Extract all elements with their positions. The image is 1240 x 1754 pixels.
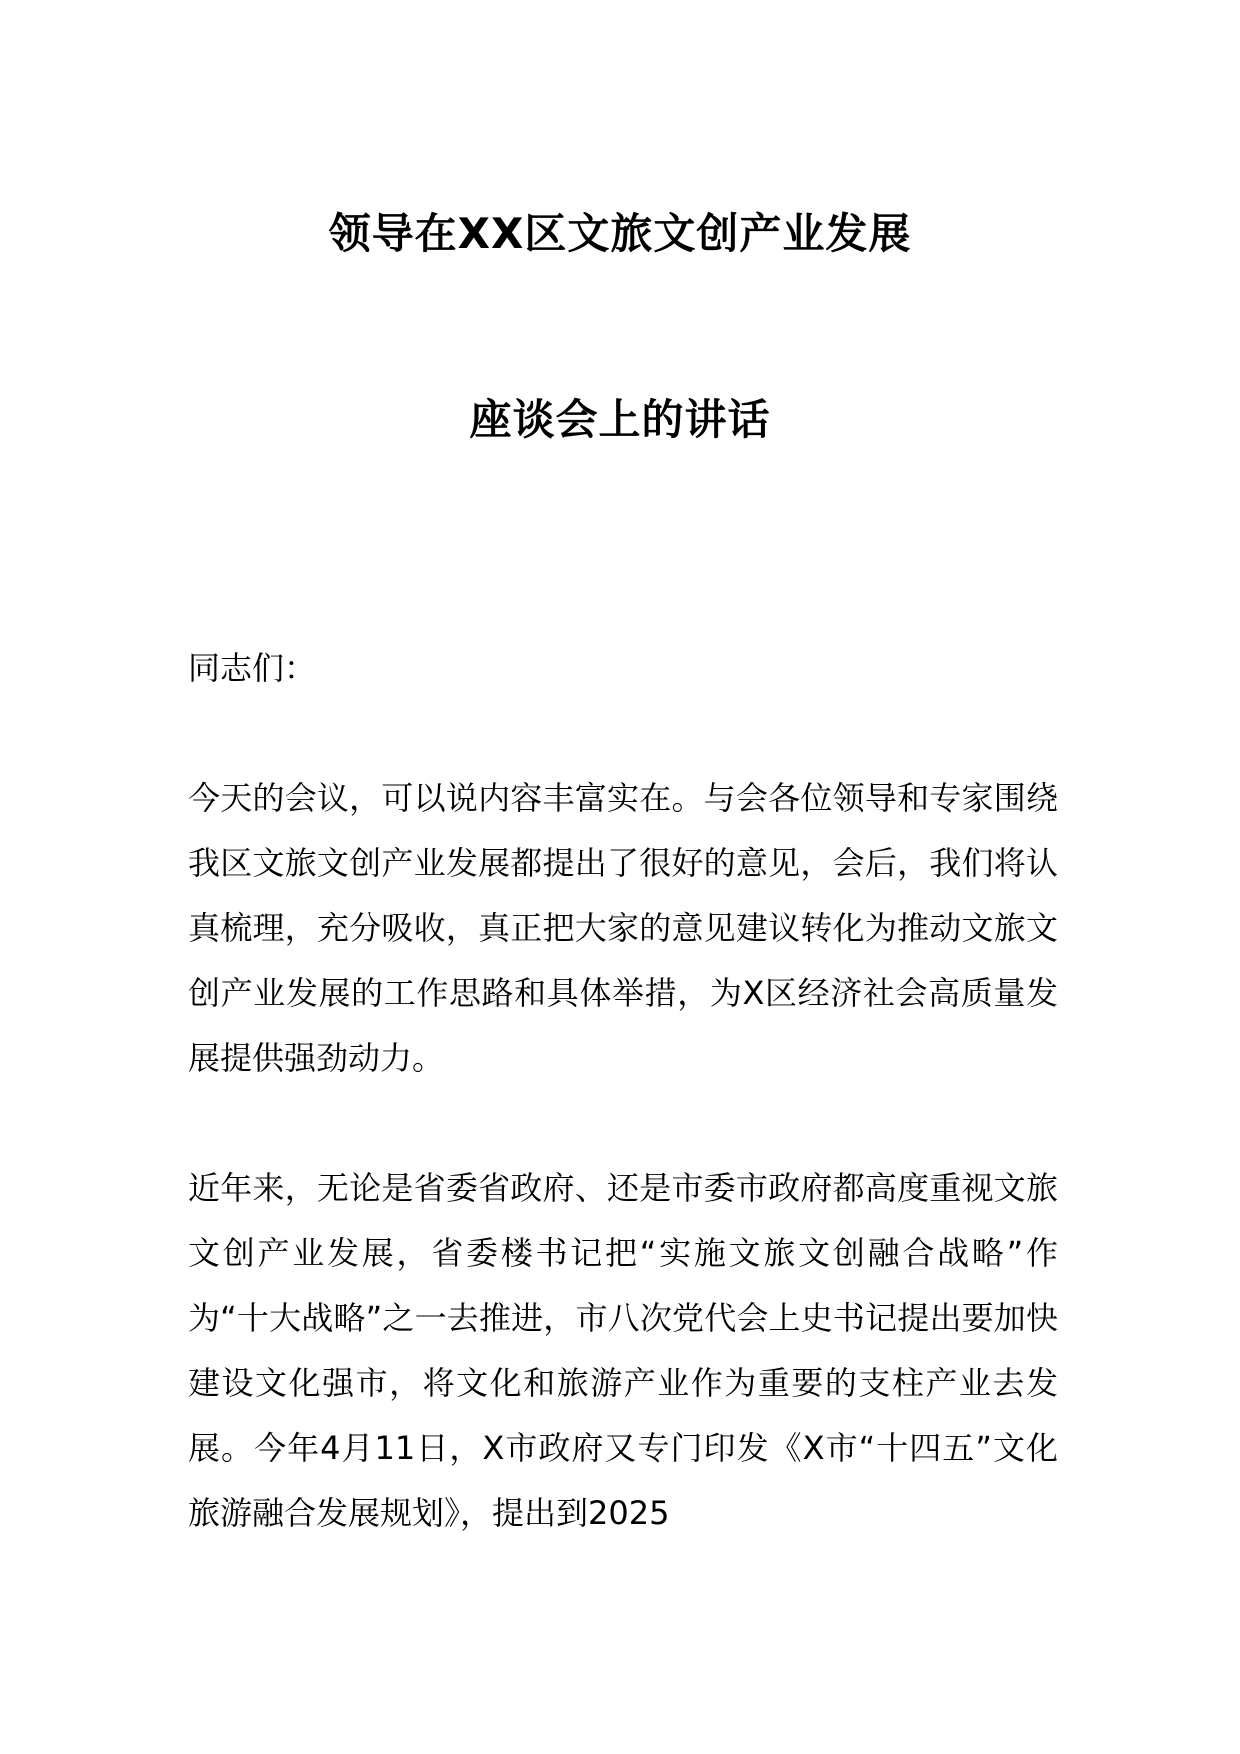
paragraph-1: 今天的会议，可以说内容丰富实在。与会各位领导和专家围绕我区文旅文创产业发展都提出了很好的意见，会后，我们将认真梳理，充分吸收，真正把大家的意见建议转化为推动文旅文创产业发展的工作思路和具体举措，为X区经济社会高质量发展提供强劲动力。 [188, 779, 1058, 1077]
document-title-line-2: 座谈会上的讲话 [469, 395, 771, 444]
salutation: 同志们： [188, 649, 317, 687]
paragraph-2: 近年来，无论是省委省政府、还是市委市政府都高度重视文旅文创产业发展，省委楼书记把“实施文旅文创融合战略”作为“十大战略”之一去推进，市八次党代会上史书记提出要加快建设文化强市，将文化和旅游产业作为重要的支柱产业去发展。今年4月11日，X市政府又专门印发《X市“十四五”文化旅游融合发展规划》，提出到2025 [188, 1169, 1058, 1532]
document-title-line-1: 领导在XX区文旅文创产业发展 [328, 209, 912, 258]
